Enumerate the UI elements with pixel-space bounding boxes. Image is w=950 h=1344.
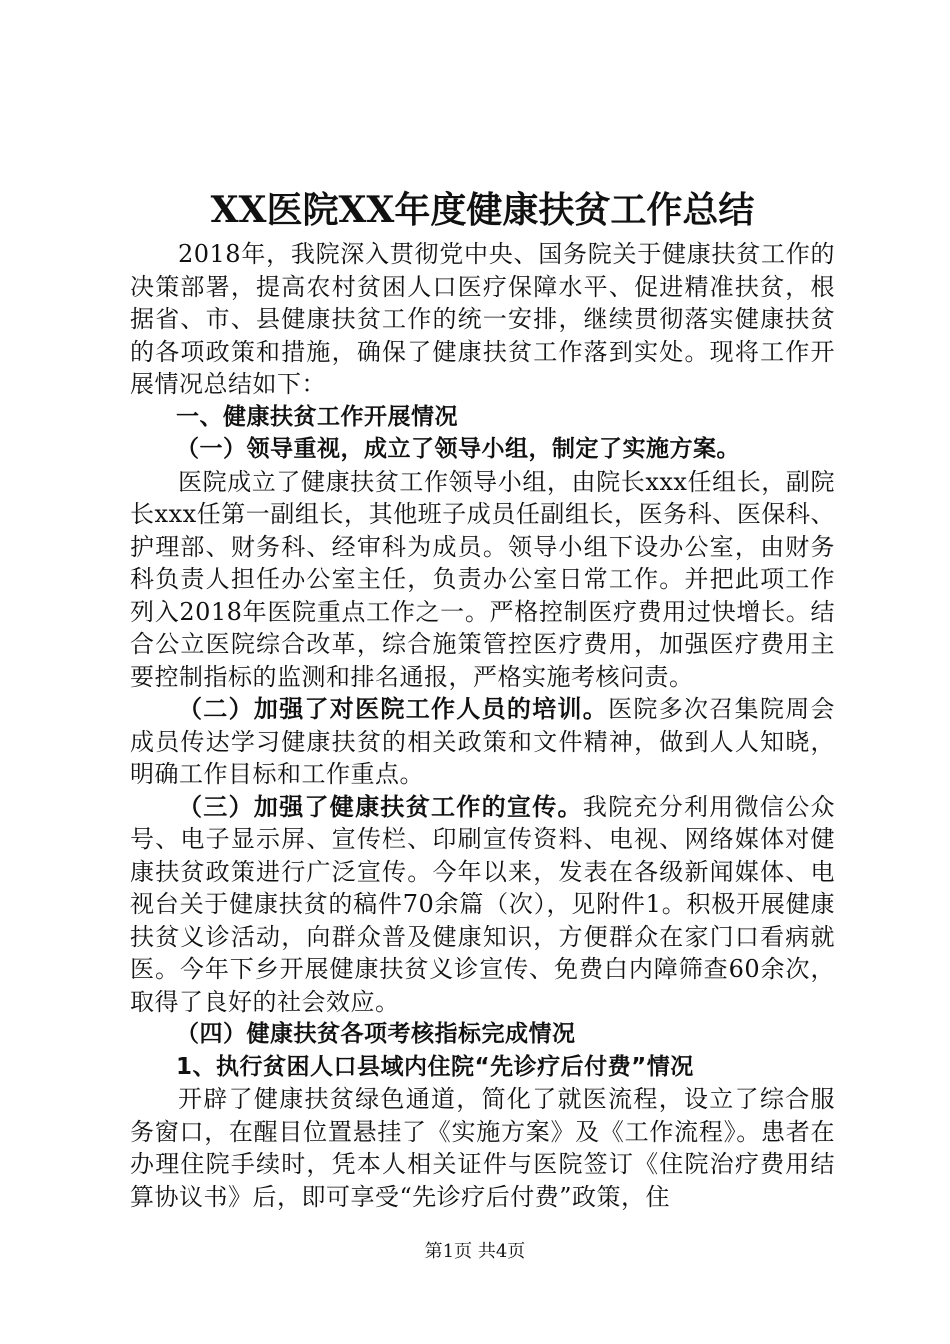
subsection-body-3: 我院充分利用微信公众号、电子显示屏、宣传栏、印刷宣传资料、电视、网络媒体对健康扶贫政策进行广泛宣传。今年以来，发表在各级新闻媒体、电视台关于健康扶贫的稿件70余篇（次），见附件1。积极开展健康扶贫义诊活动，向群众普及健康知识，方便群众在家门口看病就医。今年下乡开展健康扶贫义诊宣传、免费白内障筛查60余次，取得了良好的社会效应。 [130,792,836,1016]
page-footer: 第1页 共4页 [424,1241,526,1262]
subsection-paragraph-3 [130,791,835,1019]
subsection-body-1: 医院成立了健康扶贫工作领导小组，由院长xxx任组长，副院长xxx任第一副组长，其他班子成员任副组长，医务科、医保科、护理部、财务科、经审科为成员。领导小组下设办公室，由财务科负责人担任办公室主任，负责办公室日常工作。并把此项工作列入2018年医院重点工作之一。严格控制医疗费用过快增长。结合公立医院综合改革，综合施策管控医疗费用，加强医疗费用主要控制指标的监测和排名通报，严格实施考核问责。 [130,467,835,691]
subsection-lead-3: （三）加强了健康扶贫工作的宣传。 [178,792,583,821]
document-content [130,182,835,1213]
subsection-lead-2: （二）加强了对医院工作人员的培训。 [178,695,609,723]
item-body-1: 开辟了健康扶贫绿色通道，简化了就医流程，设立了综合服务窗口，在醒目位置悬挂了《实施方案》及《工作流程》。患者在办理住院手续时，凭本人相关证件与医院签订《住院治疗费用结算协议书》后，即可享受“先诊疗后付费”政策，住 [130,1085,835,1211]
section-heading-1: 一、健康扶贫工作开展情况 [176,403,458,430]
item-heading-1: 1、执行贫困人口县域内住院“先诊疗后付费”情况 [176,1053,694,1080]
subsection-body-2: 医院多次召集院周会成员传达学习健康扶贫的相关政策和文件精神，做到人人知晓，明确工作目标和工作重点。 [130,695,836,788]
subsection-heading-1: （一）领导重视，成立了领导小组，制定了实施方案。 [176,436,740,462]
subsection-paragraph-2 [130,693,835,791]
subsection-heading-4: （四）健康扶贫各项考核指标完成情况 [176,1021,576,1047]
document-title: XX医院XX年度健康扶贫工作总结 [210,189,755,231]
intro-paragraph: 2018年，我院深入贯彻党中央、国务院关于健康扶贫工作的决策部署，提高农村贫困人口医疗保障水平、促进精准扶贫，根据省、市、县健康扶贫工作的统一安排，继续贯彻落实健康扶贫的各项政策和措施，确保了健康扶贫工作落到实处。现将工作开展情况总结如下： [130,240,835,398]
